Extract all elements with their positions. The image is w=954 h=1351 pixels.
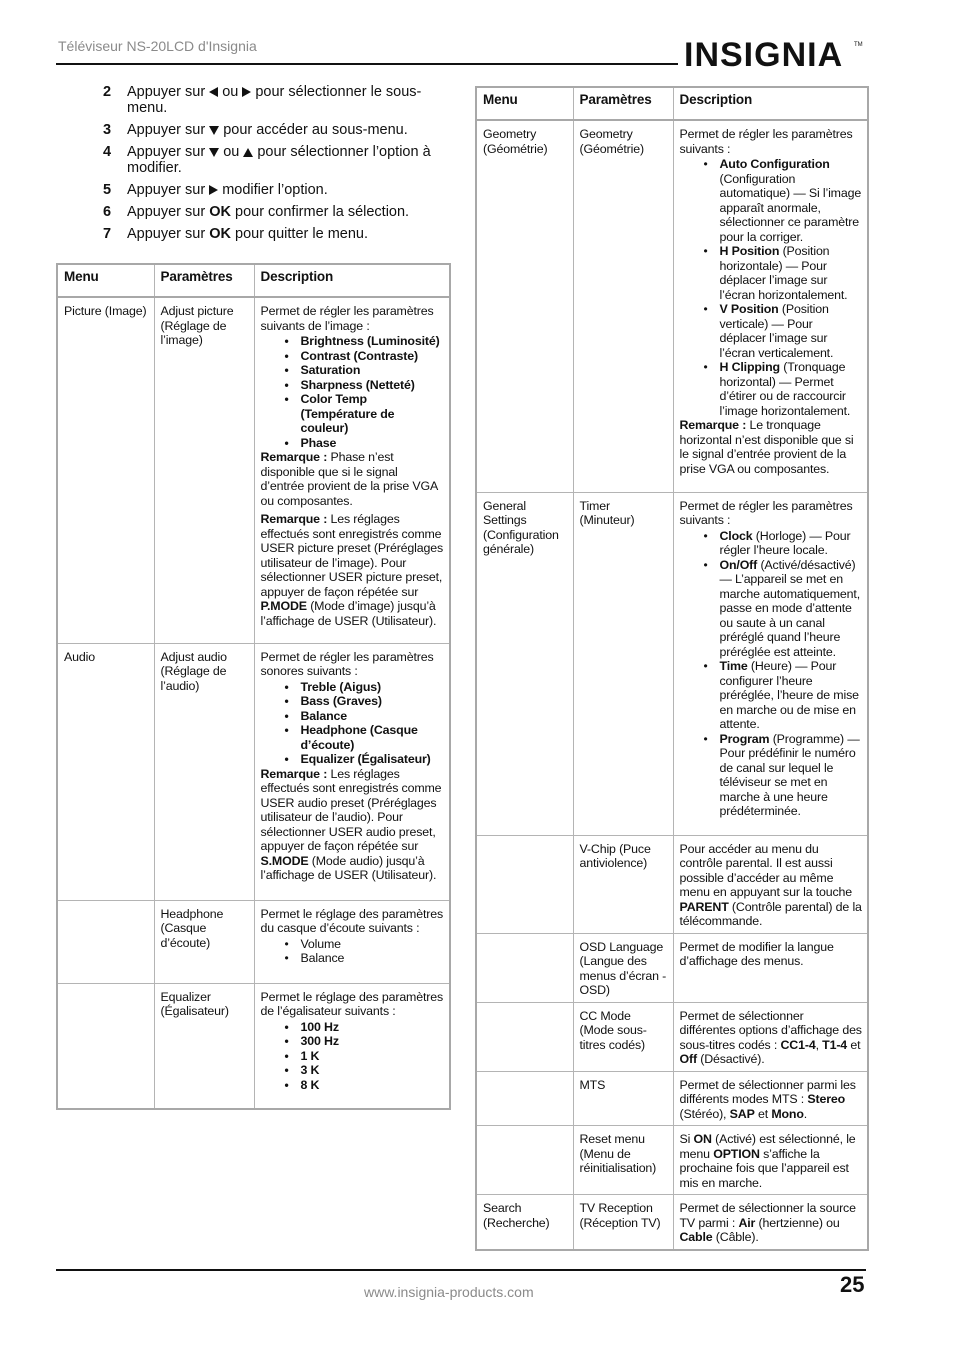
col-params: Paramètres	[154, 264, 254, 297]
desc-cell: Permet le réglage des paramètres du casque d’écoute suivants : • Volume • Balance	[254, 900, 450, 983]
param-cell: Adjust picture (Réglage de l’image)	[154, 297, 254, 643]
menu-cell	[476, 835, 573, 933]
table-row	[476, 933, 868, 1002]
menu-cell: Geometry (Géométrie)	[476, 120, 573, 492]
right-settings-table	[475, 86, 869, 1251]
desc-cell: Permet de sélectionner la source TV parmi : Air (hertzienne) ou Cable (Câble).	[673, 1195, 868, 1250]
param-cell: OSD Language (Langue des menus d’écran - OSD)	[573, 933, 673, 1002]
table-row	[476, 1195, 868, 1250]
menu-cell: Search (Recherche)	[476, 1195, 573, 1250]
down-arrow-icon	[209, 126, 219, 135]
table-row	[476, 1002, 868, 1071]
desc-cell: Permet de régler les paramètres sonores suivants : • Treble (Aigus) • Bass (Graves) • Balance • Headphone (Casque d’écoute) • Equalizer (Égalisateur) Remarque : Les réglages effectués sont enregistrés comme USER audio preset (Préréglages utilisateur de l’audio). Pour sélectionner USER audio preset, appuyer de façon répétée sur S.MODE (Mode audio) jusqu’à l’affichage de USER (Utilisateur).	[254, 643, 450, 900]
menu-cell	[57, 900, 154, 983]
col-menu: Menu	[57, 264, 154, 297]
desc-cell: Pour accéder au menu du contrôle parental. Il est aussi possible d’accéder au même menu en appuyant sur la touche PARENT (Contrôle parental) de la télécommande.	[673, 835, 868, 933]
table-header-row	[476, 87, 868, 120]
desc-cell: Permet de sélectionner différentes options d’affichage des sous-titres codés : CC1-4, T1-4 et Off (Désactivé).	[673, 1002, 868, 1071]
step-2: 2 Appuyer sur ou pour sélectionner le sous-menu.	[103, 84, 422, 116]
menu-cell: General Settings (Configuration générale)	[476, 492, 573, 835]
step-7: 7 Appuyer sur OK pour quitter le menu.	[103, 226, 368, 242]
table-row	[57, 900, 450, 983]
param-cell: Geometry (Géométrie)	[573, 120, 673, 492]
up-arrow-icon	[243, 148, 253, 157]
header-title: Téléviseur NS-20LCD d'Insignia	[58, 38, 257, 54]
menu-cell	[57, 983, 154, 1109]
header-rule	[56, 63, 678, 65]
down-arrow-icon	[209, 148, 219, 157]
param-cell: Adjust audio (Réglage de l’audio)	[154, 643, 254, 900]
desc-cell: Permet de sélectionner parmi les différents modes MTS : Stereo (Stéréo), SAP et Mono.	[673, 1071, 868, 1126]
table-row	[57, 297, 450, 643]
param-cell: Reset menu (Menu de réinitialisation)	[573, 1126, 673, 1195]
step-3: 3 Appuyer sur pour accéder au sous-menu.	[103, 122, 408, 138]
menu-cell: Audio	[57, 643, 154, 900]
insignia-logo	[682, 34, 864, 74]
param-cell: Headphone (Casque d’écoute)	[154, 900, 254, 983]
right-arrow-icon	[242, 87, 251, 97]
param-cell: CC Mode (Mode sous-titres codés)	[573, 1002, 673, 1071]
page-number: 25	[840, 1272, 865, 1297]
step-4: 4 Appuyer sur ou pour sélectionner l’option à modifier.	[103, 144, 431, 176]
param-cell: V-Chip (Puce antiviolence)	[573, 835, 673, 933]
footer-rule	[56, 1269, 866, 1271]
left-arrow-icon	[209, 87, 218, 97]
footer-url: www.insignia-products.com	[364, 1284, 534, 1300]
menu-cell	[476, 933, 573, 1002]
desc-cell: Permet de régler les paramètres suivants : • Auto Configuration (Configuration automatique) — Si l’image apparaît anormale, sélectionner ce paramètre pour la corriger. • H Position (Position horizontale) — Pour déplacer l’image sur l’écran horizontalement. • V Position (Position verticale) — Pour déplacer l’image sur l’écran verticalement. • H Clipping (Tronquage horizontal) — Permet d’étirer ou de raccourcir l’image horizontalement. Remarque : Le tronquage horizontal n’est disponible que si le signal d’entrée provient de la prise VGA ou composantes.	[673, 120, 868, 492]
col-params: Paramètres	[573, 87, 673, 120]
menu-cell: Picture (Image)	[57, 297, 154, 643]
svg-text:INSIGNIA: INSIGNIA	[684, 36, 844, 74]
right-arrow-icon	[209, 185, 218, 195]
table-row	[476, 835, 868, 933]
table-row	[57, 983, 450, 1109]
param-cell: Equalizer (Égalisateur)	[154, 983, 254, 1109]
col-desc: Description	[254, 264, 450, 297]
step-6: 6 Appuyer sur OK pour confirmer la sélection.	[103, 204, 410, 220]
menu-cell	[476, 1002, 573, 1071]
menu-cell	[476, 1071, 573, 1126]
param-cell: TV Reception (Réception TV)	[573, 1195, 673, 1250]
col-menu: Menu	[476, 87, 573, 120]
steps-list	[103, 84, 453, 248]
table-row	[476, 1126, 868, 1195]
table-row	[476, 1071, 868, 1126]
table-row	[57, 643, 450, 900]
desc-cell: Si ON (Activé) est sélectionné, le menu OPTION s’affiche la prochaine fois que l’appareil est mis en marche.	[673, 1126, 868, 1195]
desc-cell: Permet de régler les paramètres suivants : • Clock (Horloge) — Pour régler l’heure locale. • On/Off (Activé/désactivé) — L’appareil se met en marche automatiquement, passe en mode d’attente ou saute à un canal préréglé quand l’heure préréglée est atteinte. • Time (Heure) — Pour configurer l’heure préréglée, l’heure de mise en marche ou de mise en attente. • Program (Programme) — Pour prédéfinir le numéro de canal sur lequel le téléviseur se met en marche à une heure prédéterminée.	[673, 492, 868, 835]
desc-cell: Permet le réglage des paramètres de l’égalisateur suivants : • 100 Hz • 300 Hz • 1 K • 3 K • 8 K	[254, 983, 450, 1109]
left-settings-table	[56, 263, 451, 1110]
param-cell: MTS	[573, 1071, 673, 1126]
svg-text:TM: TM	[854, 42, 863, 48]
param-cell: Timer (Minuteur)	[573, 492, 673, 835]
col-desc: Description	[673, 87, 868, 120]
desc-cell: Permet de régler les paramètres suivants de l’image : • Brightness (Luminosité) • Contrast (Contraste) • Saturation • Sharpness (Netteté) • Color Temp (Température de couleur) • Phase Remarque : Phase n’est disponible que si le signal d’entrée provient de la prise VGA ou composantes. Remarque : Les réglages effectués sont enregistrés comme USER picture preset (Préréglages utilisateur de l’image). Pour sélectionner USER picture preset, appuyer de façon répétée sur P.MODE (Mode d’image) jusqu’à l’affichage de USER (Utilisateur).	[254, 297, 450, 643]
desc-cell: Permet de modifier la langue d’affichage des menus.	[673, 933, 868, 1002]
table-row	[476, 120, 868, 492]
step-5: 5 Appuyer sur modifier l’option.	[103, 182, 328, 198]
table-header-row	[57, 264, 450, 297]
table-row	[476, 492, 868, 835]
menu-cell	[476, 1126, 573, 1195]
